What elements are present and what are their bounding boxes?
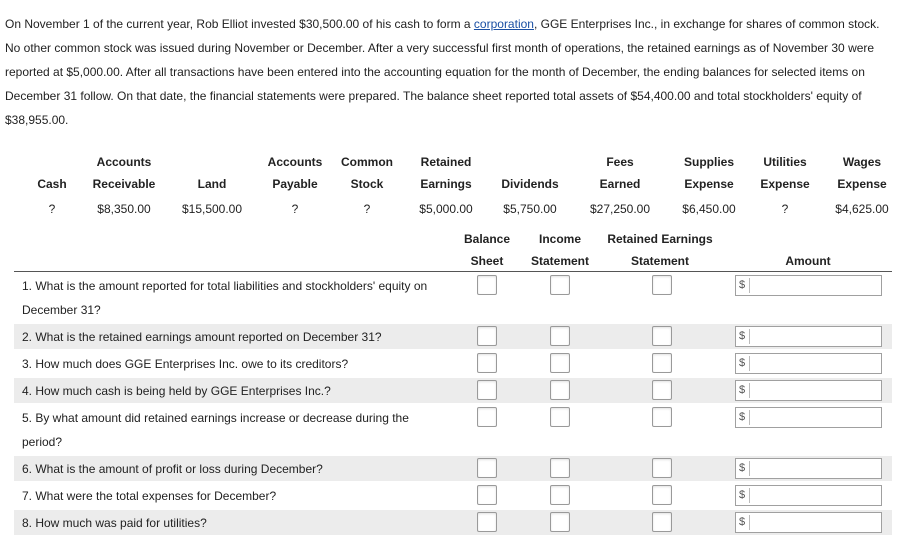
input-divider — [749, 278, 750, 293]
dollar-sign: $ — [739, 411, 746, 423]
header-divider — [14, 271, 892, 272]
income-statement-checkbox[interactable] — [550, 485, 570, 505]
account-header-line1: Fees — [606, 155, 634, 169]
question-text: 2. What is the retained earnings amount reported on December 31? — [22, 330, 382, 344]
col-header-income-statement — [526, 232, 594, 268]
amount-input[interactable] — [735, 353, 882, 374]
corporation-link[interactable]: corporation — [473, 17, 534, 31]
col-header-amount: Amount — [785, 254, 831, 268]
amount-input[interactable] — [735, 275, 882, 296]
account-value: $5,750.00 — [503, 202, 557, 216]
input-divider — [749, 329, 750, 344]
account-header-line1: Accounts — [96, 155, 152, 169]
col-header-line: Retained Earnings — [607, 232, 713, 246]
dollar-sign: $ — [739, 516, 746, 528]
account-value: $5,000.00 — [419, 202, 473, 216]
account-value: ? — [363, 202, 371, 216]
balance-sheet-checkbox[interactable] — [477, 485, 497, 505]
col-header-line: Statement — [530, 254, 589, 268]
account-header-line2: Expense — [684, 177, 734, 191]
amount-input[interactable] — [735, 458, 882, 479]
account-header-line1: Supplies — [683, 155, 734, 169]
income-statement-checkbox[interactable] — [550, 512, 570, 532]
balance-sheet-checkbox[interactable] — [477, 275, 497, 295]
amount-input[interactable] — [735, 407, 882, 428]
col-header-line: Income — [538, 232, 581, 246]
dollar-sign: $ — [739, 279, 746, 291]
input-divider — [749, 356, 750, 371]
dollar-sign: $ — [739, 489, 746, 501]
income-statement-checkbox[interactable] — [550, 326, 570, 346]
retained-earnings-checkbox[interactable] — [652, 458, 672, 478]
account-header-line1: Common — [341, 155, 393, 169]
input-divider — [749, 410, 750, 425]
dollar-sign: $ — [739, 384, 746, 396]
account-value: $15,500.00 — [181, 202, 243, 216]
account-header-line2: Payable — [272, 177, 318, 191]
account-header-line1: Retained — [420, 155, 472, 169]
balance-sheet-checkbox[interactable] — [477, 353, 497, 373]
account-value: $8,350.00 — [97, 202, 151, 216]
col-header-retained-earnings-statement — [600, 232, 720, 268]
retained-earnings-checkbox[interactable] — [652, 353, 672, 373]
retained-earnings-checkbox[interactable] — [652, 512, 672, 532]
problem-statement — [5, 12, 895, 132]
account-header-line2: Earned — [599, 177, 641, 191]
amount-input[interactable] — [735, 485, 882, 506]
retained-earnings-checkbox[interactable] — [652, 407, 672, 427]
question-text: 7. What were the total expenses for December? — [22, 489, 277, 503]
account-header-line1: Accounts — [267, 155, 323, 169]
input-divider — [749, 515, 750, 530]
col-header-balance-sheet — [456, 232, 518, 268]
retained-earnings-checkbox[interactable] — [652, 275, 672, 295]
col-header-line: Balance — [463, 232, 511, 246]
retained-earnings-checkbox[interactable] — [652, 326, 672, 346]
balance-sheet-checkbox[interactable] — [477, 326, 497, 346]
account-header-line2: Land — [197, 177, 227, 191]
col-header-line: Statement — [630, 254, 689, 268]
balance-sheet-checkbox[interactable] — [477, 380, 497, 400]
income-statement-checkbox[interactable] — [550, 458, 570, 478]
retained-earnings-checkbox[interactable] — [652, 485, 672, 505]
account-header-line2: Expense — [760, 177, 810, 191]
account-header-line2: Expense — [837, 177, 887, 191]
retained-earnings-checkbox[interactable] — [652, 380, 672, 400]
account-value: ? — [781, 202, 789, 216]
question-text: 1. What is the amount reported for total liabilities and stockholders' equity on December 31? — [22, 279, 428, 317]
input-divider — [749, 488, 750, 503]
income-statement-checkbox[interactable] — [550, 275, 570, 295]
account-header-line2: Cash — [37, 177, 67, 191]
balance-sheet-checkbox[interactable] — [477, 458, 497, 478]
dollar-sign: $ — [739, 330, 746, 342]
income-statement-checkbox[interactable] — [550, 353, 570, 373]
account-header-line1: Wages — [842, 155, 882, 169]
account-value: ? — [291, 202, 299, 216]
account-value: $6,450.00 — [682, 202, 736, 216]
input-divider — [749, 461, 750, 476]
balance-sheet-checkbox[interactable] — [477, 512, 497, 532]
income-statement-checkbox[interactable] — [550, 407, 570, 427]
balance-sheet-checkbox[interactable] — [477, 407, 497, 427]
intro-text-1: On November 1 of the current year, Rob Elliot invested $30,500.00 of his cash to form a — [5, 17, 474, 31]
input-divider — [749, 383, 750, 398]
question-text: 4. How much cash is being held by GGE Enterprises Inc.? — [22, 384, 331, 398]
account-value: $27,250.00 — [589, 202, 651, 216]
dollar-sign: $ — [739, 462, 746, 474]
account-value: ? — [48, 202, 56, 216]
question-text: 8. How much was paid for utilities? — [22, 516, 207, 530]
intro-text-2: , GGE Enterprises Inc., in exchange for shares of common stock. No other common stock was issued during November or December. After a very successful first month of operations, the retained earnings as of November 30 were reported at $5,000.00. After all transactions have been entered into the accounting equation for the month of December, the ending balances for selected items on December 31 follow. On that date, the financial statements were prepared. The balance sheet reported total assets of $54,400.00 and total stockholders' equity of $38,955.00. — [5, 17, 880, 127]
question-text: 3. How much does GGE Enterprises Inc. owe to its creditors? — [22, 357, 349, 371]
amount-input[interactable] — [735, 326, 882, 347]
account-header-line2: Earnings — [420, 177, 472, 191]
account-header-line2: Stock — [350, 177, 384, 191]
dollar-sign: $ — [739, 357, 746, 369]
amount-input[interactable] — [735, 512, 882, 533]
account-header-line2: Receivable — [92, 177, 156, 191]
col-header-line: Sheet — [470, 254, 504, 268]
account-header-line2: Dividends — [501, 177, 559, 191]
amount-input[interactable] — [735, 380, 882, 401]
income-statement-checkbox[interactable] — [550, 380, 570, 400]
account-header-line1: Utilities — [763, 155, 807, 169]
question-text: 6. What is the amount of profit or loss during December? — [22, 462, 323, 476]
question-text: 5. By what amount did retained earnings increase or decrease during the period? — [22, 411, 409, 449]
account-value: $4,625.00 — [835, 202, 889, 216]
